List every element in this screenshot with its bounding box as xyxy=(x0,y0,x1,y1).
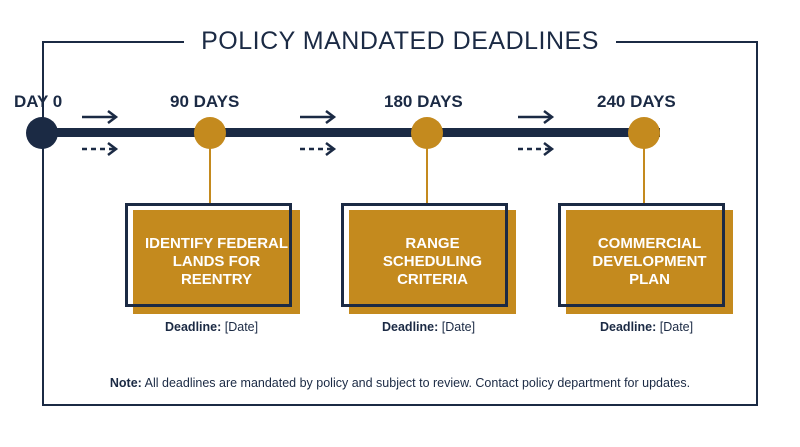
timeline-bar xyxy=(42,128,660,137)
solid-arrow-icon xyxy=(298,108,338,158)
milestone-point xyxy=(628,117,660,149)
note-text: All deadlines are mandated by policy and subject to review. Contact policy department for updates. xyxy=(144,376,691,390)
milestone-card-outline xyxy=(125,203,292,307)
milestone-deadline xyxy=(165,320,258,334)
note-label: Note: xyxy=(109,376,142,390)
deadline-label: Deadline: xyxy=(600,320,657,334)
solid-arrow-icon xyxy=(80,108,120,158)
milestone-point xyxy=(411,117,443,149)
milestone-connector xyxy=(426,148,428,206)
diagram-title: POLICY MANDATED DEADLINES xyxy=(184,24,616,58)
deadline-value: [Date] xyxy=(659,320,694,334)
footnote xyxy=(42,376,758,390)
solid-arrow-icon xyxy=(516,108,556,158)
milestone-connector xyxy=(209,148,211,206)
milestone-deadline xyxy=(600,320,693,334)
milestone-connector xyxy=(643,148,645,206)
deadline-label: Deadline: xyxy=(165,320,222,334)
deadline-value: [Date] xyxy=(441,320,476,334)
milestone-task: IDENTIFY FEDERAL LANDS FOR REENTRY xyxy=(144,235,289,288)
milestone-label: 90 DAYS xyxy=(170,92,240,111)
milestone-card-outline xyxy=(558,203,725,307)
start-label: DAY 0 xyxy=(14,92,63,111)
milestone-label: 240 DAYS xyxy=(597,92,676,111)
milestone-label: 180 DAYS xyxy=(384,92,463,111)
milestone-task: RANGE SCHEDULING CRITERIA xyxy=(382,235,483,288)
deadline-value: [Date] xyxy=(224,320,259,334)
start-point xyxy=(26,117,58,149)
milestone-task: COMMERCIAL DEVELOPMENT PLAN xyxy=(592,235,707,288)
milestone-deadline xyxy=(382,320,475,334)
milestone-card-outline xyxy=(341,203,508,307)
milestone-point xyxy=(194,117,226,149)
deadline-label: Deadline: xyxy=(382,320,439,334)
